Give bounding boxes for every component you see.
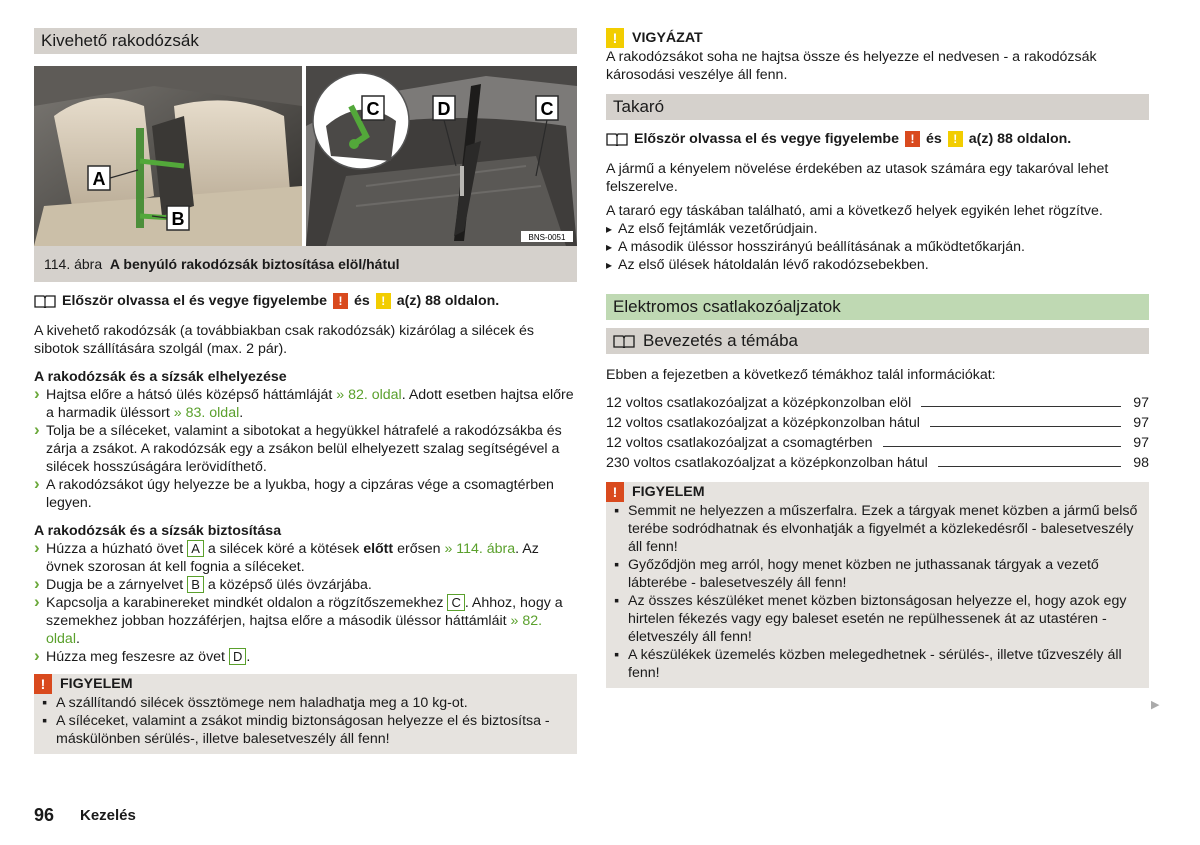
warning-icon: !: [34, 674, 52, 694]
warning-title: FIGYELEM: [632, 484, 705, 500]
continue-arrow-icon: ▶: [1151, 699, 1160, 711]
section-title-electric: Elektromos csatlakozóaljzatok: [606, 294, 1149, 320]
warning-title: FIGYELEM: [60, 676, 133, 692]
warning-icon: !: [333, 293, 348, 309]
warning-box: [606, 482, 1149, 688]
toc-entry[interactable]: 12 voltos csatlakozóaljzat a csomagtérben 97: [606, 435, 1149, 451]
page-number: 96: [34, 805, 55, 825]
label-ref-d: D: [229, 648, 246, 665]
warning-header: [606, 482, 1141, 502]
step-item: › Húzza a húzható övet A a silécek köré a kötések előtt erősen » 114. ábra. Az övnek szorosan át kell fognia a síléceket.: [34, 540, 577, 576]
takaro-paragraph: A jármű a kényelem növelése érdekében az utasok számára egy takaróval lehet felszerelve.: [606, 161, 1109, 195]
read-first-page: a(z) 88 oldalon.: [396, 293, 500, 309]
figure-code: BNS-0051: [528, 233, 566, 242]
label-d: D: [437, 99, 451, 119]
warning-item: ▪ A szállítandó silécek össztömege nem haladhatja meg a 10 kg-ot.: [42, 694, 569, 712]
book-icon: [606, 132, 628, 146]
figure-photo-trunk: [306, 66, 577, 246]
takaro-list-item: ▸ A második üléssor hosszirányú beállításának a működtetőkarján.: [606, 238, 1149, 256]
label-c-left: C: [366, 99, 380, 119]
subheading-placement: A rakodózsák és a sízsák elhelyezése: [34, 369, 287, 385]
subsection-intro-header: [606, 328, 1149, 354]
read-first-and: és: [925, 131, 942, 147]
label-ref-b: B: [187, 576, 204, 593]
trunk-illustration: [306, 66, 577, 246]
figure-114: [34, 66, 577, 246]
read-first-and: és: [353, 293, 370, 309]
label-ref-a: A: [187, 540, 204, 557]
step-item: › Hajtsa előre a hátsó ülés középső háttámláját » 82. oldal. Adott esetben hajtsa előre a harmadik üléssort » 83. oldal.: [34, 386, 577, 422]
warning-icon: !: [905, 131, 920, 147]
read-first-text: Először olvassa el és vegye figyelembe: [62, 293, 327, 309]
caution-icon: !: [948, 131, 963, 147]
subheading-securing: A rakodózsák és a sízsák biztosítása: [34, 523, 282, 539]
read-first-note: [34, 292, 577, 310]
caution-icon: !: [606, 28, 624, 48]
section-title: Kivehető rakodózsák: [34, 28, 577, 54]
caption-text: A benyúló rakodózsák biztosítása elöl/hátul: [109, 256, 400, 272]
right-column: [606, 28, 1149, 688]
book-icon: [34, 294, 56, 308]
caution-icon: !: [376, 293, 391, 309]
step-item: › Húzza meg feszesre az övet D .: [34, 648, 577, 666]
caution-text: A rakodózsákot soha ne hajtsa össze és helyezze el nedvesen - a rakodózsák károsodási veszélye áll fenn.: [606, 49, 1097, 83]
intro-paragraph: A kivehető rakodózsák (a továbbiakban csak rakodózsák) kizárólag a silécek és sibotok szállítására szolgál (max. 2 pár).: [34, 323, 534, 357]
section-title-takaro: Takaró: [606, 94, 1149, 120]
read-first-text: Először olvassa el és vegye figyelembe: [634, 131, 899, 147]
caution-header: [606, 28, 1149, 48]
book-icon: [613, 334, 635, 348]
toc-entry[interactable]: 12 voltos csatlakozóaljzat a középkonzolban hátul 97: [606, 415, 1149, 431]
step-item: › Kapcsolja a karabinereket mindkét oldalon a rögzítőszemekhez C . Ahhoz, hogy a szemekhez jobban hozzáférjen, hajtsa előre a második üléssor háttámláit » 82. oldal.: [34, 594, 577, 648]
warning-item: ▪ Győződjön meg arról, hogy menet közben ne juthassanak tárgyak a vezető lábterébe - balesetveszély áll fenn!: [614, 556, 1141, 592]
takaro-list-item: ▸ Az első fejtámlák vezetőrúdjain.: [606, 220, 1149, 238]
label-a: A: [92, 169, 106, 189]
toc-list: [606, 392, 1149, 472]
page-link[interactable]: » 83. oldal: [173, 405, 240, 421]
warning-icon: !: [606, 482, 624, 502]
label-b: B: [171, 209, 185, 229]
left-column: [34, 28, 577, 754]
warning-box: [34, 674, 577, 754]
footer-section: Kezelés: [80, 807, 136, 824]
read-first-page: a(z) 88 oldalon.: [968, 131, 1072, 147]
warning-item: ▪ Az összes készüléket menet közben biztonságosan helyezze el, hogy azok egy hirtelen fékezés vagy egy baleset esetén ne repülhessenek át az utastéren - életveszély áll fenn!: [614, 592, 1141, 646]
rear-seat-illustration: [34, 66, 302, 246]
label-c-right: C: [540, 99, 554, 119]
step-item: › Tolja be a síléceket, valamint a sibotokat a hegyükkel hátrafelé a rakodózsákba és zárja a zsákot. A rakodózsák egy a zsákon belül elhelyezett szalag segítségével a silécek hosszúságára lerövidíthető.: [34, 422, 577, 476]
takaro-paragraph: A tararó egy táskában található, ami a következő helyek egyikén lehet rögzítve.: [606, 203, 1103, 219]
toc-entry[interactable]: 12 voltos csatlakozóaljzat a középkonzolban elöl 97: [606, 395, 1149, 411]
read-first-note: [606, 130, 1149, 148]
figure-caption: [34, 246, 577, 282]
warning-item: ▪ A síléceket, valamint a zsákot mindig biztonságosan helyezze el és biztosítsa - máskülönben sérülés-, illetve balesetveszély áll fenn!: [42, 712, 569, 748]
step-item: › A rakodózsákot úgy helyezze be a lyukba, hogy a cipzáras vége a csomagtérben legyen.: [34, 476, 577, 512]
page-link[interactable]: » 82. oldal: [46, 613, 543, 647]
caption-number: 114. ábra: [44, 256, 103, 272]
warning-header: [34, 674, 569, 694]
step-item: › Dugja be a zárnyelvet B a középső ülés övzárjába.: [34, 576, 577, 594]
figure-photo-rear-seat: [34, 66, 302, 246]
label-ref-c: C: [447, 594, 464, 611]
warning-item: ▪ A készülékek üzemelés közben melegedhetnek - sérülés-, illetve tűzveszély áll fenn!: [614, 646, 1141, 682]
subsection-title: Bevezetés a témába: [643, 331, 798, 350]
caution-title: VIGYÁZAT: [632, 30, 703, 46]
warning-item: ▪ Semmit ne helyezzen a műszerfalra. Ezek a tárgyak menet közben a jármű belső terébe sodródhatnak és elvonhatják a figyelmét a közlekedésről - balesetveszély áll fenn!: [614, 502, 1141, 556]
toc-entry[interactable]: 230 voltos csatlakozóaljzat a középkonzolban hátul 98: [606, 455, 1149, 471]
takaro-list-item: ▸ Az első ülések hátoldalán lévő rakodózsebekben.: [606, 256, 1149, 274]
toc-intro: Ebben a fejezetben a következő témákhoz talál információkat:: [606, 367, 996, 383]
page-link[interactable]: » 82. oldal: [336, 387, 402, 403]
figure-link[interactable]: » 114. ábra: [444, 541, 516, 557]
